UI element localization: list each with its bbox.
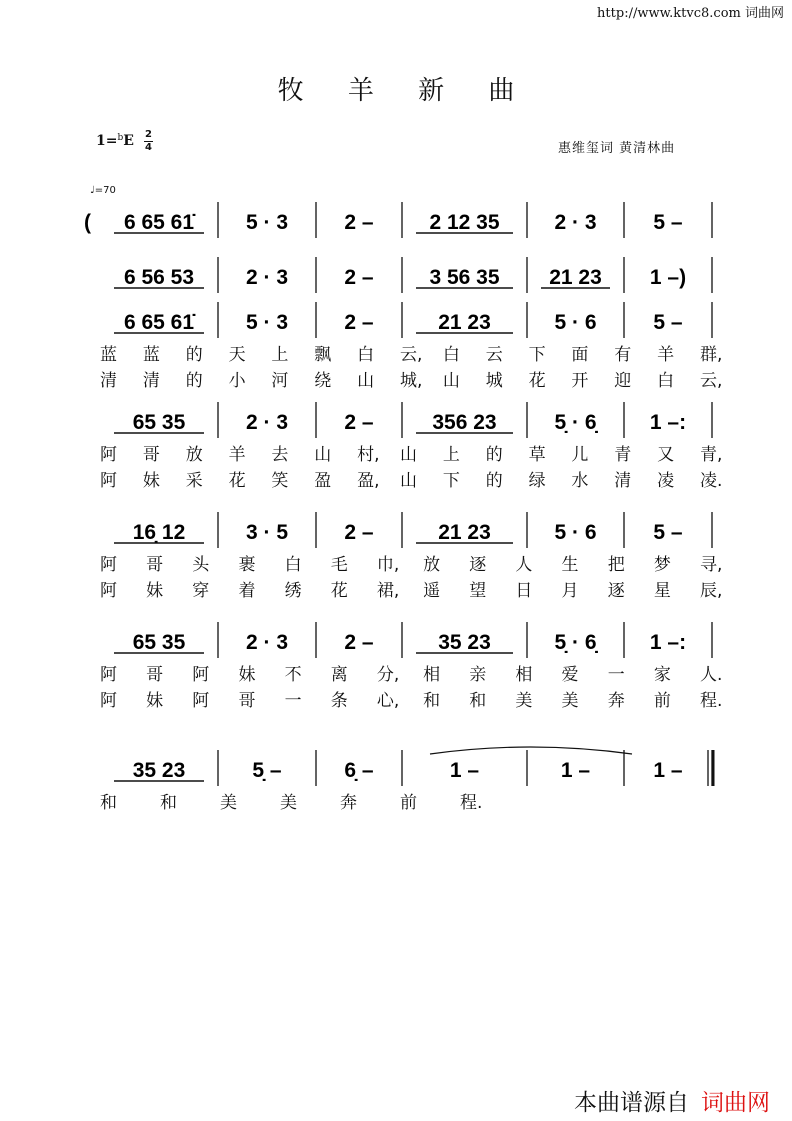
lyric-char: 清: [142, 371, 160, 391]
lyric-line: [100, 366, 723, 392]
lyric-char: 月: [561, 581, 579, 601]
lyric-char: 盈: [314, 471, 332, 491]
lyric-char: 去: [271, 445, 289, 465]
lyric-char: 云,: [400, 345, 423, 365]
lyric-char: 辰,: [700, 581, 723, 601]
measure-notes: 1 –:: [649, 631, 687, 654]
lyric-char: 把: [607, 555, 625, 575]
lyric-char: 盈,: [357, 471, 380, 491]
lyric-char: 白: [442, 345, 460, 365]
measure-notes: 5 · 6: [554, 521, 597, 544]
lyric-char: 清: [100, 371, 117, 391]
lyric-char: 程.: [460, 793, 483, 813]
lyric-char: 花: [528, 371, 546, 391]
lyric-char: 望: [469, 581, 487, 601]
lyric-char: 青: [614, 445, 632, 465]
lyric-char: 妹: [146, 581, 164, 601]
lyric-char: 哥: [146, 555, 164, 575]
lyric-char: 水: [571, 471, 589, 491]
lyric-char: 山: [400, 471, 417, 491]
measure-notes: 16̣ 12: [132, 521, 186, 544]
measure-notes: 5 · 6: [554, 311, 597, 334]
measure-notes: 2 · 3: [554, 211, 597, 234]
lyric-char: 天: [228, 345, 246, 365]
lyric-char: 的: [185, 371, 203, 391]
lyric-char: 白: [284, 555, 302, 575]
key-signature: 1=$^b$E: [96, 133, 134, 149]
lyric-char: 有: [614, 345, 632, 365]
lyric-char: 上: [442, 445, 460, 465]
measure-notes: 21 23: [438, 521, 491, 544]
lyric-char: 阿: [192, 691, 210, 711]
lyric-char: 生: [561, 555, 579, 575]
lyric-char: 羊: [228, 445, 246, 465]
lyric-char: 村,: [357, 445, 380, 465]
lyric-char: 逐: [607, 581, 625, 601]
measure-notes: 2 · 3: [245, 266, 289, 289]
lyric-char: 妹: [142, 471, 160, 491]
measure-notes: 6 56 53: [123, 266, 195, 289]
measure-notes: 1 –: [653, 759, 683, 782]
lyric-char: 程.: [700, 691, 723, 711]
score-row: [0, 200, 792, 260]
lyric-char: 群,: [700, 345, 723, 365]
lyric-char: 迎: [614, 371, 632, 391]
time-signature: 2 4: [145, 129, 152, 153]
lyric-line: [100, 466, 723, 492]
measure-notes: 6 65 61̇: [123, 211, 195, 234]
lyric-char: 清: [614, 471, 632, 491]
lyric-char: 和: [160, 793, 177, 813]
lyric-char: 头: [192, 555, 210, 575]
lyric-char: 小: [228, 371, 246, 391]
measure-notes: 3 · 5: [245, 521, 289, 544]
lyric-char: 绣: [284, 581, 302, 601]
lyric-char: 遥: [423, 581, 441, 601]
lyric-char: 白: [657, 371, 675, 391]
tempo-marking: ♩=70: [90, 185, 116, 196]
measure-notes: 5̣ · 6̣: [554, 631, 597, 654]
lyric-char: 爱: [561, 665, 579, 685]
measure-notes: 2 –: [344, 311, 374, 334]
measure-notes: 35 23: [438, 631, 491, 654]
lyric-line: [100, 550, 723, 576]
lyric-char: 寻,: [700, 555, 723, 575]
lyric-char: 山: [400, 445, 417, 465]
lyric-char: 和: [100, 793, 117, 813]
lyric-char: 美: [280, 793, 297, 813]
measure-notes: 5̣ –: [252, 759, 282, 782]
measure-notes: 3 56 35: [429, 266, 500, 289]
lyric-line: [100, 340, 723, 366]
lyric-char: 又: [657, 445, 675, 465]
lyric-char: 裙,: [376, 581, 400, 601]
measure-notes: 2 –: [344, 266, 374, 289]
lyric-char: 离: [330, 665, 348, 685]
lyric-char: 前: [400, 793, 417, 813]
lyric-char: 相: [515, 665, 533, 685]
lyric-char: 阿: [192, 665, 210, 685]
lyric-char: 阿: [100, 665, 117, 685]
measure-notes: 5 –: [653, 311, 683, 334]
measure-notes: 21 23: [438, 311, 491, 334]
lyric-char: 城: [485, 371, 503, 391]
lyric-char: 哥: [146, 665, 164, 685]
lyric-char: 美: [220, 793, 237, 813]
lyric-line: [100, 788, 720, 814]
measure-notes: 21 23: [549, 266, 602, 289]
measure-notes: 2 –: [344, 211, 374, 234]
lyric-char: 蓝: [142, 345, 160, 365]
lyric-char: 阿: [100, 581, 117, 601]
lyric-char: 着: [238, 581, 256, 601]
lyric-char: 凌: [657, 471, 675, 491]
lyric-char: 不: [284, 665, 302, 685]
lyric-char: 相: [423, 665, 441, 685]
lyric-char: 一: [607, 665, 625, 685]
measure-notes: 5̣ · 6̣: [554, 411, 597, 434]
lyric-char: 裹: [238, 555, 256, 575]
lyric-char: 日: [515, 581, 533, 601]
repeat-paren: (: [84, 211, 91, 234]
lyric-char: 儿: [571, 445, 589, 465]
lyric-char: 哥: [238, 691, 256, 711]
lyric-char: 一: [284, 691, 302, 711]
lyric-char: 人: [515, 555, 533, 575]
lyric-char: 美: [561, 691, 579, 711]
lyric-char: 人.: [700, 665, 723, 685]
measure-notes: 65 35: [132, 631, 186, 654]
measure-notes: 2 –: [344, 411, 374, 434]
lyric-char: 蓝: [100, 345, 117, 365]
lyric-char: 逐: [469, 555, 487, 575]
lyric-char: 梦: [653, 555, 671, 575]
lyric-line: [100, 686, 723, 712]
lyric-char: 放: [423, 555, 441, 575]
lyric-char: 面: [571, 345, 589, 365]
lyric-char: 云: [485, 345, 503, 365]
measure-notes: 6 65 61̇: [123, 311, 195, 334]
lyric-char: 采: [185, 471, 203, 491]
measure-notes: 1 –): [649, 266, 687, 289]
lyric-char: 星: [653, 581, 671, 601]
lyric-char: 草: [528, 445, 546, 465]
lyric-line: [100, 576, 723, 602]
lyric-char: 奔: [607, 691, 625, 711]
lyric-char: 前: [653, 691, 671, 711]
lyric-char: 山: [442, 371, 460, 391]
footer-brand: 词曲网: [701, 1090, 770, 1116]
source-footer: [574, 1084, 770, 1117]
site-watermark: http://www.ktvc8.com 词曲网: [597, 6, 784, 21]
measure-notes: 6̣ –: [344, 759, 374, 782]
lyric-char: 城,: [400, 371, 423, 391]
song-title: 牧 羊 新 曲: [277, 76, 533, 106]
credits: 惠维玺词 黄清林曲: [558, 141, 676, 156]
lyric-char: 巾,: [376, 555, 400, 575]
lyric-char: 心,: [376, 691, 400, 711]
measure-notes: 5 · 3: [245, 311, 289, 334]
lyric-char: 凌.: [700, 471, 723, 491]
lyric-char: 奔: [340, 793, 357, 813]
lyric-char: 青,: [700, 445, 723, 465]
measure-notes: 2 · 3: [245, 631, 289, 654]
lyric-char: 花: [228, 471, 246, 491]
lyric-line: [100, 660, 723, 686]
measure-notes: 5 · 3: [245, 211, 289, 234]
lyric-char: 妹: [146, 691, 164, 711]
lyric-char: 哥: [142, 445, 160, 465]
measure-notes: 2 –: [344, 631, 374, 654]
lyric-char: 的: [485, 445, 503, 465]
lyric-char: 绕: [314, 371, 332, 391]
lyric-char: 的: [485, 471, 503, 491]
measure-notes: 1 –: [560, 759, 591, 782]
lyric-char: 阿: [100, 691, 117, 711]
measure-notes: 2 · 3: [245, 411, 289, 434]
measure-notes: 2 –: [344, 521, 374, 544]
measure-notes: 5 –: [653, 211, 683, 234]
lyric-char: 美: [515, 691, 533, 711]
lyric-char: 阿: [100, 445, 117, 465]
tie-arc: [430, 747, 632, 754]
lyric-line: [100, 440, 723, 466]
lyric-char: 下: [528, 345, 546, 365]
lyric-char: 妹: [238, 665, 256, 685]
lyric-char: 家: [653, 665, 671, 685]
lyric-char: 山: [314, 445, 332, 465]
measure-notes: 1 –:: [649, 411, 687, 434]
lyric-char: 下: [442, 471, 460, 491]
lyric-char: 穿: [192, 581, 210, 601]
lyric-char: 和: [423, 691, 441, 711]
lyric-char: 阿: [100, 471, 117, 491]
lyric-char: 花: [330, 581, 348, 601]
lyric-char: 放: [185, 445, 203, 465]
lyric-char: 条: [330, 691, 348, 711]
lyric-char: 开: [571, 371, 589, 391]
measure-notes: 65 35: [132, 411, 186, 434]
measure-notes: 356 23: [432, 411, 497, 434]
lyric-char: 上: [271, 345, 289, 365]
lyric-char: 毛: [330, 555, 348, 575]
lyric-char: 阿: [100, 555, 117, 575]
lyric-char: 河: [271, 371, 289, 391]
measure-notes: 1 –: [449, 759, 480, 782]
lyric-char: 羊: [657, 345, 675, 365]
lyric-char: 和: [469, 691, 487, 711]
lyric-char: 飘: [314, 345, 332, 365]
lyric-char: 白: [357, 345, 375, 365]
footer-text: 本曲谱源自: [574, 1090, 689, 1116]
lyric-char: 笑: [271, 471, 289, 491]
lyric-char: 山: [357, 371, 375, 391]
measure-notes: 5 –: [653, 521, 683, 544]
lyric-char: 云,: [700, 371, 723, 391]
measure-notes: 35 23: [132, 759, 186, 782]
measure-notes: 2 12 35: [429, 211, 500, 234]
lyric-char: 绿: [528, 471, 546, 491]
lyric-char: 亲: [469, 665, 487, 685]
lyric-char: 分,: [376, 665, 400, 685]
lyric-char: 的: [185, 345, 203, 365]
